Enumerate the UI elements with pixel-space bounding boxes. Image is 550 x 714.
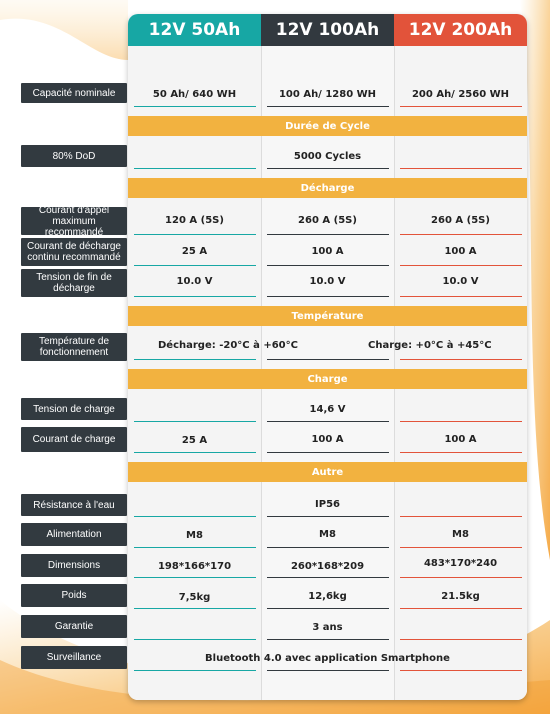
row-underline [134,670,256,671]
row-underline [267,516,389,517]
row-underline [400,452,522,453]
row-underline [267,452,389,453]
row-underline [134,359,256,360]
row-underline [134,234,256,235]
alimentation-100ah: M8 [319,529,336,540]
tension-fin-50ah: 10.0 V [176,276,213,287]
row-label-tension-fin: Tension de fin de décharge [21,269,127,297]
courant-decharge-200ah: 100 A [444,246,477,257]
row-underline [134,608,256,609]
row-underline [134,452,256,453]
courant-appel-100ah: 260 A (5S) [298,215,357,226]
row-underline [400,265,522,266]
row-underline [267,577,389,578]
alimentation-200ah: M8 [452,529,469,540]
surveillance-value: Bluetooth 4.0 avec application Smartphone [205,653,450,664]
row-label-tension-charge: Tension de charge [21,398,127,420]
tension-fin-100ah: 10.0 V [309,276,346,287]
row-underline [134,106,256,107]
dod-value: 5000 Cycles [293,151,362,162]
row-underline [400,577,522,578]
capacite-50ah: 50 Ah/ 640 WH [152,89,237,100]
row-underline [400,168,522,169]
poids-50ah: 7,5kg [178,592,211,603]
row-label-poids: Poids [21,584,127,607]
column-header-100ah: 12V 100Ah [261,14,394,46]
column-header-50ah: 12V 50Ah [128,14,261,46]
alimentation-50ah: M8 [186,530,203,541]
row-label-dimensions: Dimensions [21,554,127,577]
courant-charge-100ah: 100 A [311,434,344,445]
row-underline [134,547,256,548]
resistance-value: IP56 [315,499,340,510]
row-underline [134,639,256,640]
row-underline [134,265,256,266]
tension-charge-value: 14,6 V [309,404,346,415]
courant-appel-50ah: 120 A (5S) [165,215,224,226]
row-underline [267,359,389,360]
row-label-alimentation: Alimentation [21,523,127,546]
row-underline [134,168,256,169]
row-label-resistance: Résistance à l'eau [21,494,127,516]
row-label-garantie: Garantie [21,615,127,638]
row-label-courant-charge: Courant de charge [21,427,127,452]
column-header-200ah: 12V 200Ah [394,14,527,46]
row-underline [400,639,522,640]
row-underline [267,168,389,169]
row-underline [400,296,522,297]
row-label-surveillance: Surveillance [21,646,127,669]
capacite-200ah: 200 Ah/ 2560 WH [411,89,510,100]
section-temperature: Température [128,306,527,326]
garantie-value: 3 ans [312,622,343,633]
row-underline [400,547,522,548]
courant-decharge-100ah: 100 A [311,246,344,257]
row-underline [267,106,389,107]
row-underline [400,106,522,107]
tension-fin-200ah: 10.0 V [442,276,479,287]
row-label-courant-appel: Courant d'appel maximum recommandé [21,207,127,235]
row-underline [400,421,522,422]
row-label-temperature: Température de fonctionnement [21,333,127,361]
row-underline [267,234,389,235]
row-label-dod: 80% DoD [21,145,127,167]
row-underline [267,265,389,266]
section-decharge: Décharge [128,178,527,198]
courant-decharge-50ah: 25 A [181,246,208,257]
courant-charge-50ah: 25 A [181,435,208,446]
row-underline [400,516,522,517]
row-underline [134,296,256,297]
row-underline [267,421,389,422]
section-autre: Autre [128,462,527,482]
courant-appel-200ah: 260 A (5S) [431,215,490,226]
poids-200ah: 21.5kg [441,591,480,602]
row-underline [267,547,389,548]
dimensions-100ah: 260*168*209 [290,561,365,572]
temperature-charge: Charge: +0°C à +45°C [368,340,492,351]
section-charge: Charge [128,369,527,389]
row-underline [267,296,389,297]
row-underline [400,234,522,235]
courant-charge-200ah: 100 A [444,434,477,445]
row-underline [267,608,389,609]
dimensions-200ah: 483*170*240 [423,558,498,569]
row-underline [134,516,256,517]
poids-100ah: 12,6kg [308,591,347,602]
row-underline [267,639,389,640]
row-label-capacite: Capacité nominale [21,83,127,103]
section-duree-cycle: Durée de Cycle [128,116,527,136]
row-underline [400,359,522,360]
row-underline [400,670,522,671]
row-label-courant-decharge: Courant de décharge continu recommandé [21,238,127,266]
row-underline [400,608,522,609]
temperature-decharge: Décharge: -20°C à +60°C [158,340,298,351]
row-underline [134,577,256,578]
capacite-100ah: 100 Ah/ 1280 WH [278,89,377,100]
row-underline [134,421,256,422]
dimensions-50ah: 198*166*170 [157,561,232,572]
row-underline [267,670,389,671]
